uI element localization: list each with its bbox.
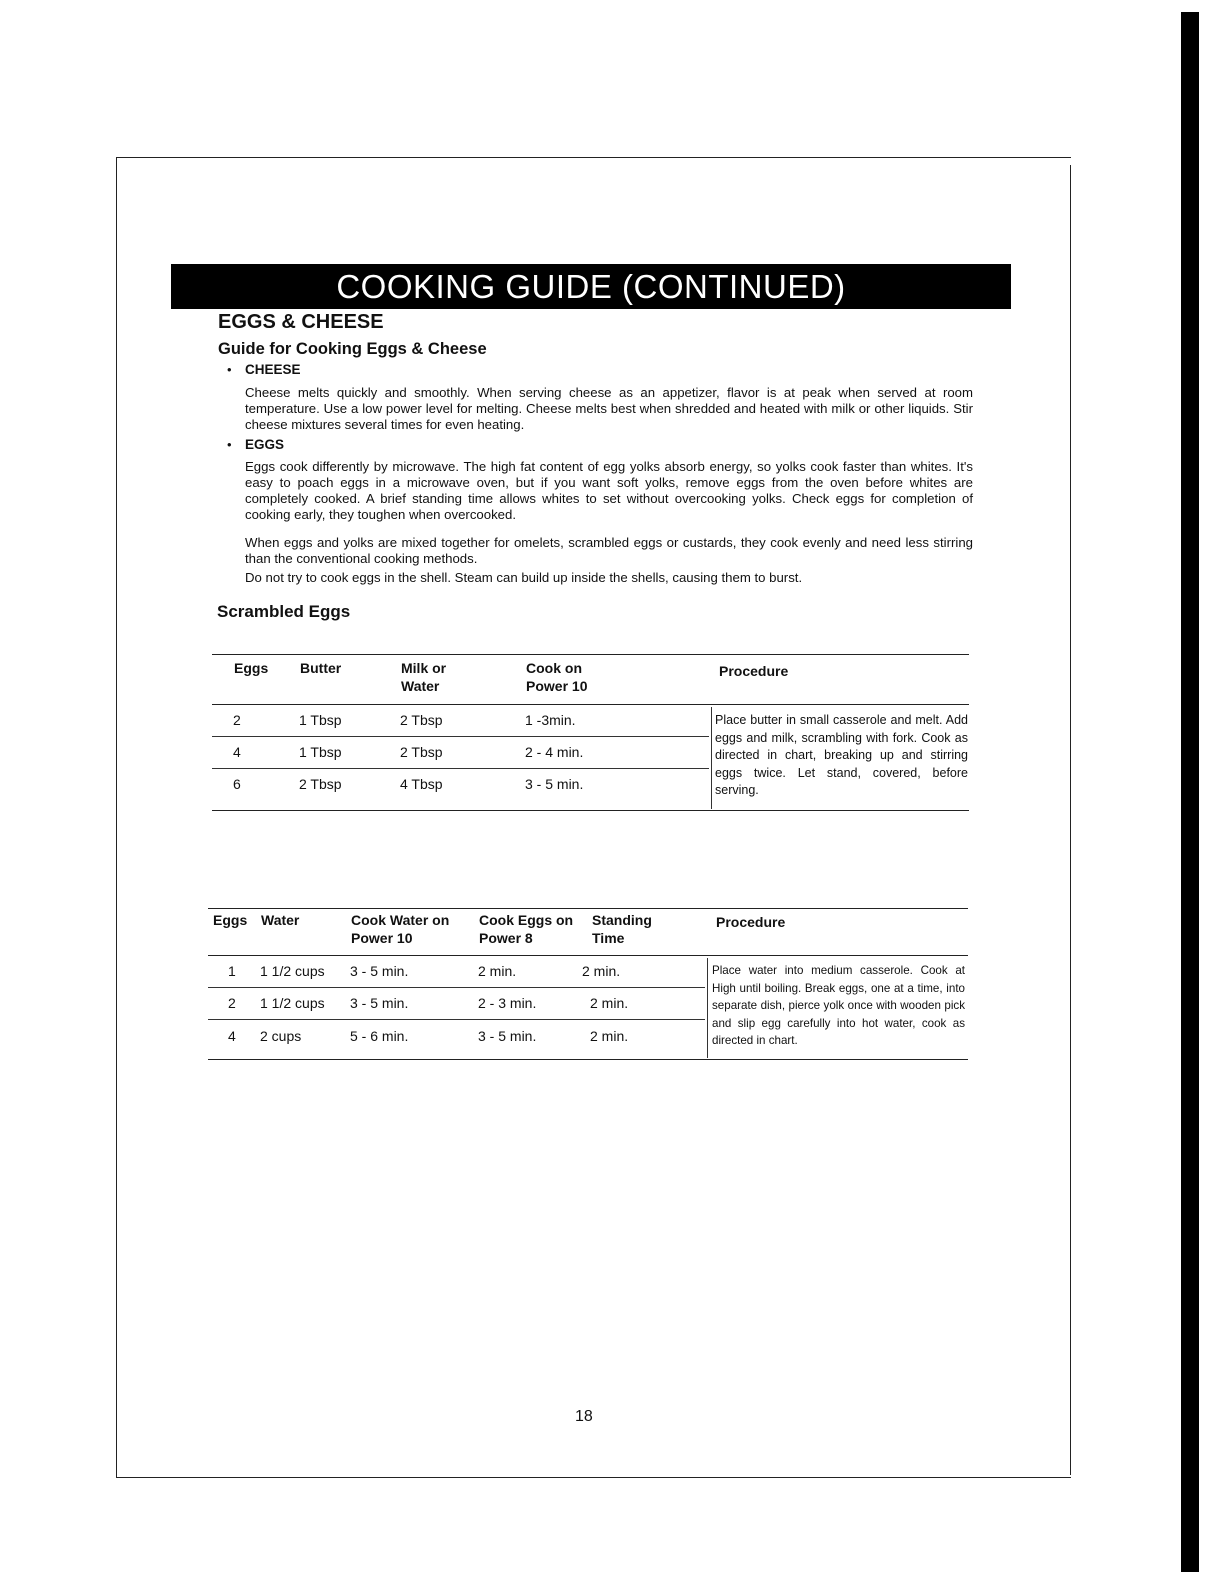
column-header: Eggs [213,912,248,928]
procedure-text: Place water into medium casserole. Cook at High until boiling. Break eggs, one at a time, into separate dish, pierce yolk once with wooden pick and slip egg carefully into hot water, cook as directed in chart. [712,964,965,1047]
table-cell: 2 [233,712,241,728]
page-frame-left [116,157,117,1478]
procedure-divider [707,958,708,1058]
cheese-text: Cheese melts quickly and smoothly. When serving cheese as an appetizer, flavor is at peak when served at room temperature. Use a low power level for melting. Cheese melts best when shredded and heated with milk or other liquids. Stir cheese mixtures several times for even heating. [245,385,973,432]
eggs-paragraph-1: Eggs cook differently by microwave. The high fat content of egg yolks absorb energy, so yolks cook faster than whites. It's easy to poach eggs in a microwave oven, but if you want soft yolks, remove eggs from the oven before whites are completely cooked. A brief standing time allows whites to set without overcooking yolks. Check eggs for completion of cooking early, they toughen when overcooked. [245,459,973,522]
column-header: Cook Water on Power 10 [351,912,450,946]
table-cell: 4 Tbsp [400,776,443,792]
table-rule [208,1059,968,1060]
table-cell: 1 1/2 cups [260,963,325,979]
bullet-eggs: • [227,437,232,452]
scan-edge-bar [1181,12,1199,1572]
table-cell: 1 1/2 cups [260,995,325,1011]
table-cell: 2 cups [260,1028,302,1044]
column-header: Eggs [234,660,269,676]
table-cell: 6 [233,776,241,792]
table-cell: 2 - 4 min. [525,744,584,760]
table-cell: 3 - 5 min. [525,776,584,792]
column-header: Butter [300,660,342,676]
procedure-text: Place butter in small casserole and melt. Add eggs and milk, scrambling with fork. Cook as directed in chart, breaking up and stirring eggs twice. Let stand, covered, before serving. [715,713,968,797]
table-rule [208,955,968,956]
table-cell: 4 [233,744,241,760]
table-cell: 2 Tbsp [400,712,443,728]
table-cell: 2 Tbsp [299,776,342,792]
page-number: 18 [575,1408,593,1425]
table-cell: 2 min. [478,963,517,979]
table-cell: 1 Tbsp [299,744,342,760]
table-cell: 2 [228,995,236,1011]
table-cell: 2 min. [590,995,629,1011]
table-rule [212,810,969,811]
table-rule [212,654,969,655]
table-cell: 2 Tbsp [400,744,443,760]
page-frame-bottom [116,1477,1071,1478]
page-frame-top [116,157,1071,158]
table-cell: 2 - 3 min. [478,995,537,1011]
table-cell: 4 [228,1028,236,1044]
column-header: Water [261,912,300,928]
eggs-label: EGGS [245,437,285,452]
bullet-cheese: • [227,362,232,377]
table-rule [208,908,968,909]
column-header: Procedure [719,663,789,679]
table-cell: 5 - 6 min. [350,1028,409,1044]
table-cell: 2 min. [590,1028,629,1044]
row-divider [212,736,709,737]
row-divider [212,768,709,769]
page-frame-right [1070,165,1071,1475]
column-header: Cook on Power 10 [526,660,588,694]
section-title: EGGS & CHEESE [218,311,384,333]
cheese-label: CHEESE [245,362,301,377]
table-cell: 3 - 5 min. [350,995,409,1011]
eggs-paragraph-2: When eggs and yolks are mixed together for omelets, scrambled eggs or custards, they cook evenly and need less stirring than the conventional cooking methods. [245,535,973,566]
table-cell: 3 - 5 min. [350,963,409,979]
table-cell: 1 [228,963,236,979]
row-divider [208,987,705,988]
page-banner: COOKING GUIDE (CONTINUED) [171,264,1011,309]
procedure-divider [711,707,712,809]
table-cell: 1 -3min. [525,712,576,728]
table-cell: 2 min. [582,963,621,979]
row-divider [208,1019,705,1020]
table-cell: 1 Tbsp [299,712,342,728]
column-header: Cook Eggs on Power 8 [479,912,574,946]
table-cell: 3 - 5 min. [478,1028,537,1044]
column-header: Milk or Water [401,660,447,694]
table-rule [212,704,969,705]
guide-title: Guide for Cooking Eggs & Cheese [218,340,487,358]
column-header: Procedure [716,914,786,930]
column-header: Standing Time [592,912,652,946]
scrambled-title: Scrambled Eggs [217,602,351,621]
eggs-paragraph-3: Do not try to cook eggs in the shell. Steam can build up inside the shells, causing them to burst. [245,570,803,585]
